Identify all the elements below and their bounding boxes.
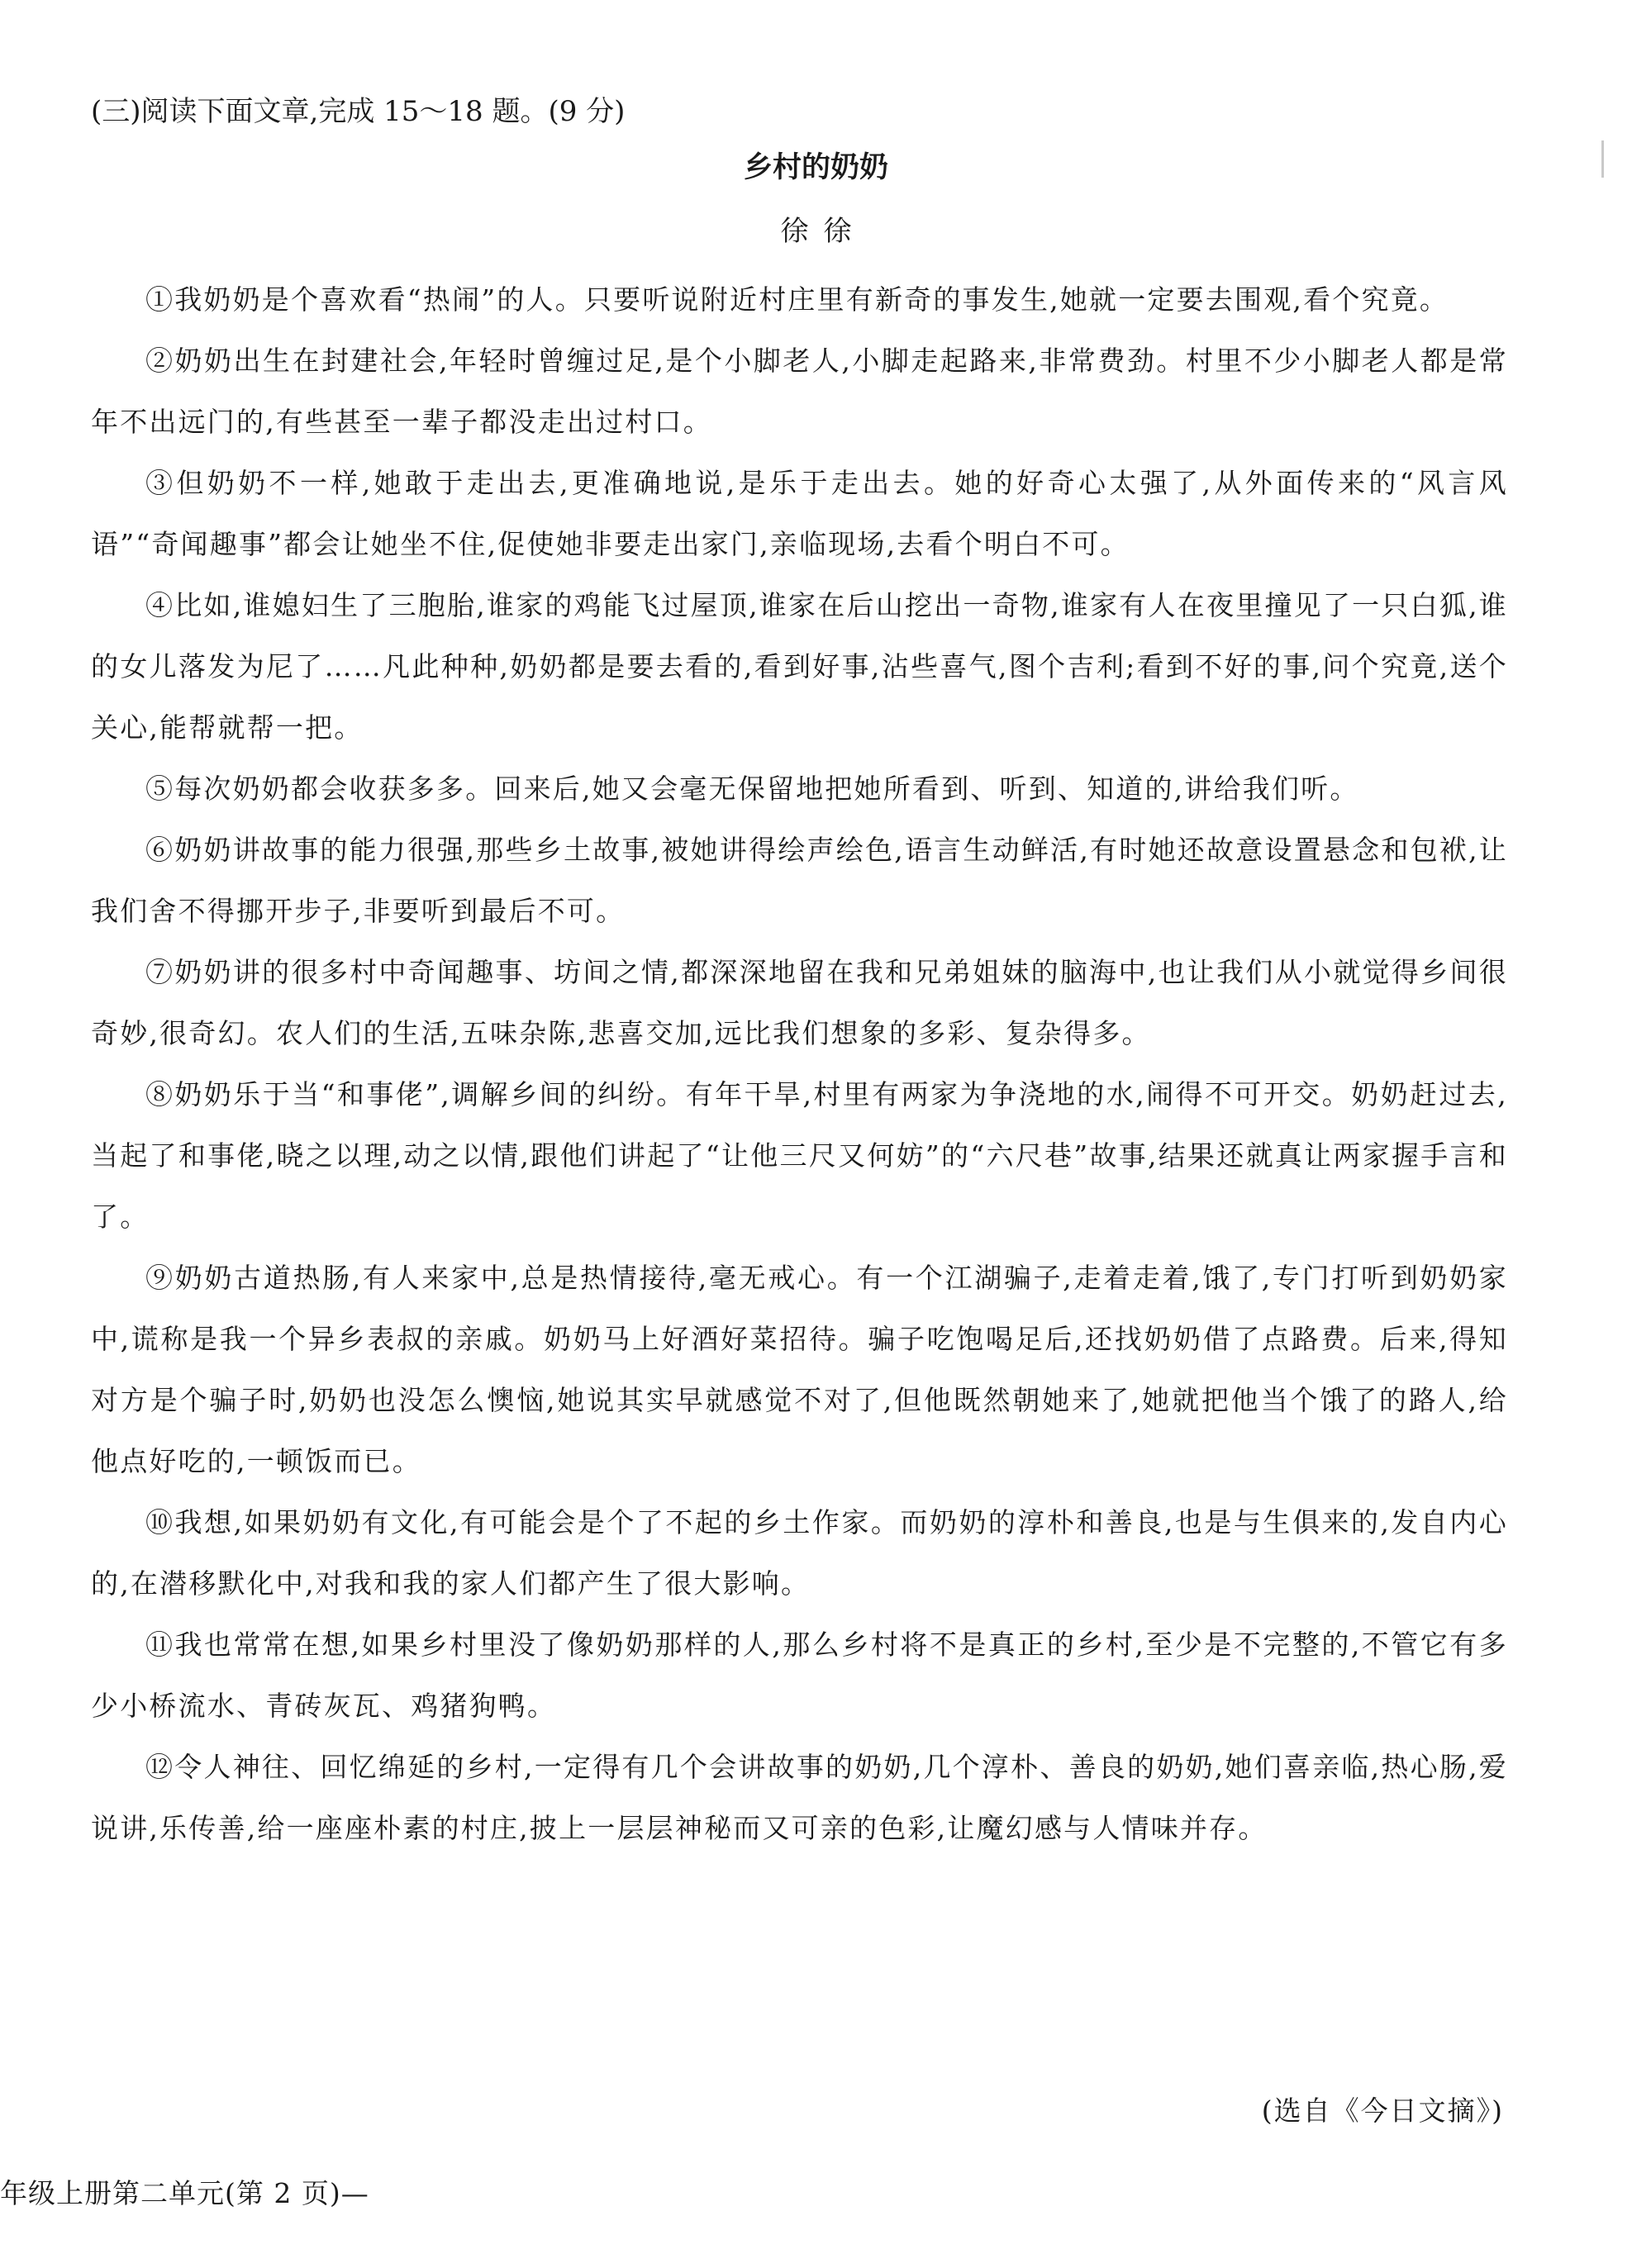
- article-body: [91, 269, 1508, 1859]
- paragraph-4: ④比如,谁媳妇生了三胞胎,谁家的鸡能飞过屋顶,谁家在后山挖出一奇物,谁家有人在夜里撞见了一只白狐,谁的女儿落发为尼了……凡此种种,奶奶都是要去看的,看到好事,沾些喜气,图个吉利;看到不好的事,问个究竟,送个关心,能帮就帮一把。: [91, 589, 1508, 744]
- section-heading: (三)阅读下面文章,完成 15～18 题。(9 分): [91, 95, 626, 128]
- paragraph-12: ⑫令人神往、回忆绵延的乡村,一定得有几个会讲故事的奶奶,几个淳朴、善良的奶奶,她们喜亲临,热心肠,爱说讲,乐传善,给一座座朴素的村庄,披上一层层神秘而又可亲的色彩,让魔幻感与人情味并存。: [91, 1751, 1508, 1844]
- page-edge-mark: [1601, 140, 1604, 178]
- paragraph-1: ①我奶奶是个喜欢看“热闹”的人。只要听说附近村庄里有新奇的事发生,她就一定要去围观,看个究竟。: [145, 283, 1449, 316]
- article-author: 徐徐: [780, 215, 867, 248]
- article-source: (选自《今日文摘》): [1261, 2094, 1504, 2127]
- paragraph-8: ⑧奶奶乐于当“和事佬”,调解乡间的纠纷。有年干旱,村里有两家为争浇地的水,闹得不可开交。奶奶赶过去,当起了和事佬,晓之以理,动之以情,跟他们讲起了“让他三尺又何妨”的“六尺巷”故事,结果还就真让两家握手言和了。: [91, 1078, 1508, 1233]
- paragraph-10: ⑩我想,如果奶奶有文化,有可能会是个了不起的乡土作家。而奶奶的淳朴和善良,也是与生俱来的,发自内心的,在潜移默化中,对我和我的家人们都产生了很大影响。: [91, 1506, 1508, 1600]
- paragraph-5: ⑤每次奶奶都会收获多多。回来后,她又会毫无保留地把她所看到、听到、知道的,讲给我们听。: [145, 773, 1359, 805]
- paragraph-7: ⑦奶奶讲的很多村中奇闻趣事、坊间之情,都深深地留在我和兄弟姐妹的脑海中,也让我们从小就觉得乡间很奇妙,很奇幻。农人们的生活,五味杂陈,悲喜交加,远比我们想象的多彩、复杂得多。: [91, 956, 1508, 1049]
- paragraph-2: ②奶奶出生在封建社会,年轻时曾缠过足,是个小脚老人,小脚走起路来,非常费劲。村里不少小脚老人都是常年不出远门的,有些甚至一辈子都没走出过村口。: [91, 345, 1508, 438]
- paragraph-3: ③但奶奶不一样,她敢于走出去,更准确地说,是乐于走出去。她的好奇心太强了,从外面传来的“风言风语”“奇闻趣事”都会让她坐不住,促使她非要走出家门,亲临现场,去看个明白不可。: [91, 467, 1508, 560]
- page-footer: 年级上册第二单元(第 2 页)—: [0, 2177, 369, 2209]
- paragraph-9: ⑨奶奶古道热肠,有人来家中,总是热情接待,毫无戒心。有一个江湖骗子,走着走着,饿了,专门打听到奶奶家中,谎称是我一个异乡表叔的亲戚。奶奶马上好酒好菜招待。骗子吃饱喝足后,还找奶奶借了点路费。后来,得知对方是个骗子时,奶奶也没怎么懊恼,她说其实早就感觉不对了,但他既然朝她来了,她就把他当个饿了的路人,给他点好吃的,一顿饭而已。: [91, 1262, 1508, 1477]
- paragraph-11: ⑪我也常常在想,如果乡村里没了像奶奶那样的人,那么乡村将不是真正的乡村,至少是不完整的,不管它有多少小桥流水、青砖灰瓦、鸡猪狗鸭。: [91, 1628, 1508, 1722]
- article-title: 乡村的奶奶: [743, 151, 888, 184]
- paragraph-6: ⑥奶奶讲故事的能力很强,那些乡土故事,被她讲得绘声绘色,语言生动鲜活,有时她还故意设置悬念和包袱,让我们舍不得挪开步子,非要听到最后不可。: [91, 834, 1508, 927]
